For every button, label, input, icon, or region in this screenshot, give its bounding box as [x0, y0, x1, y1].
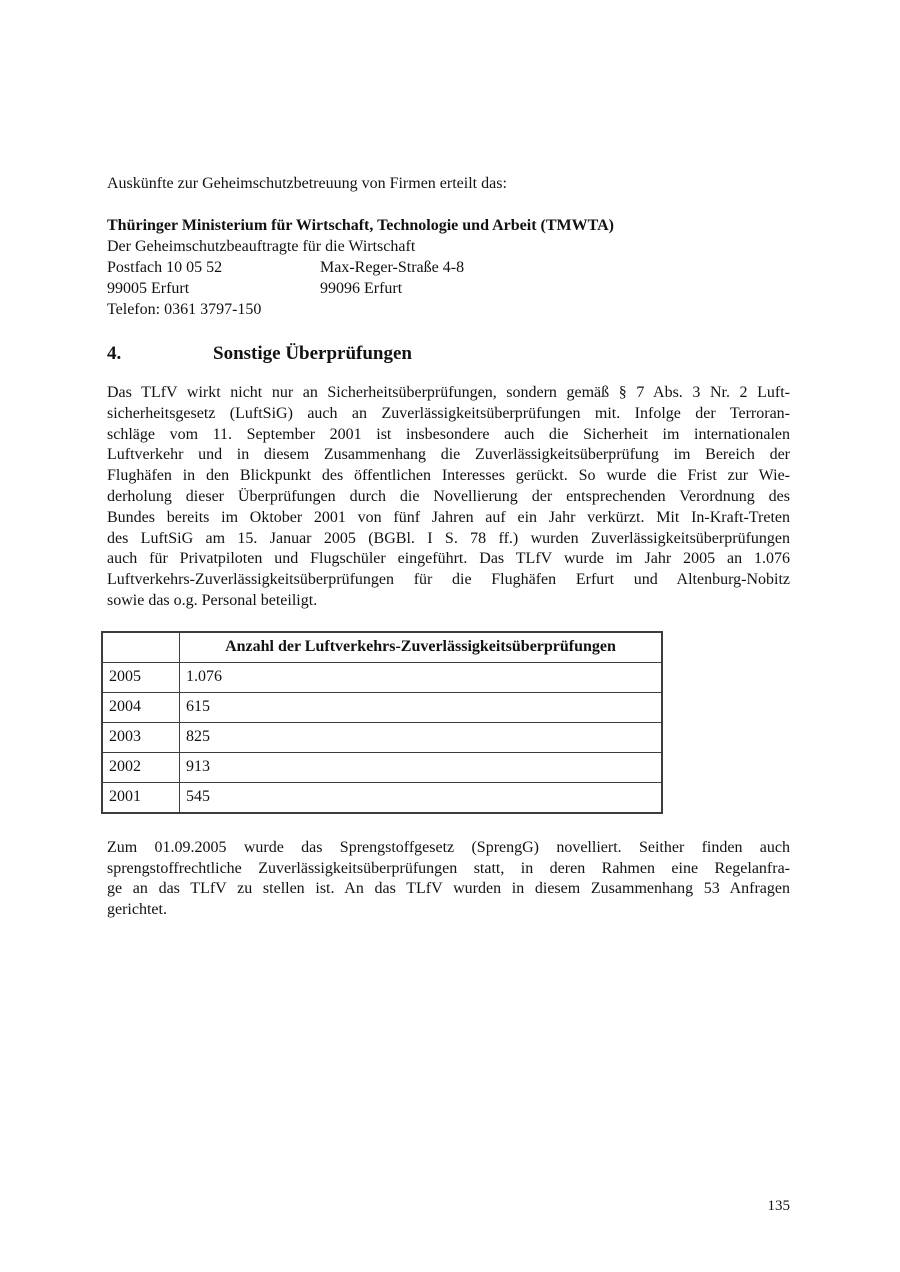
address-street: Max-Reger-Straße 4-8 [320, 259, 465, 276]
address-city-right: 99096 Erfurt [320, 280, 403, 297]
section-title: Sonstige Überprüfungen [213, 343, 412, 364]
page-number: 135 [767, 1198, 790, 1214]
text-line: auch für Privatpiloten und Flugschüler eingeführt. Das TLfV wurde im Jahr 2005 an 1.076 [107, 550, 790, 568]
text-line: gerichtet. [107, 901, 167, 919]
paragraph-sprengg [107, 838, 790, 921]
value-cell: 825 [180, 722, 663, 752]
text-line: Zum 01.09.2005 wurde das Sprengstoffgesetz (SprengG) novelliert. Seither finden auch [107, 838, 790, 856]
year-cell: 2003 [102, 722, 180, 752]
table-header-row [102, 632, 662, 663]
text-line: ge an das TLfV zu stellen ist. An das TLfV wurden in diesem Zusammenhang 53 Anfragen [107, 880, 790, 898]
table-row [102, 782, 662, 813]
section-heading [107, 342, 790, 366]
page-content [107, 173, 790, 921]
paragraph-luftsig [107, 383, 790, 612]
text-line: Luftverkehrs-Zuverlässigkeitsüberprüfungen für die Flughäfen Erfurt und Altenburg-Nobitz [107, 571, 790, 589]
text-line: schläge vom 11. September 2001 ist insbesondere auch die Sicherheit im internationalen [107, 425, 790, 443]
address-row-city [107, 278, 790, 299]
year-cell: 2002 [102, 752, 180, 782]
text-line: Flughäfen in den Blickpunkt des öffentlichen Interesses gerückt. So wurde die Frist zur Wie- [107, 467, 790, 485]
text-line: Bundes bereits im Oktober 2001 von fünf Jahren auf ein Jahr verkürzt. Mit In-Kraft-Treten [107, 508, 790, 526]
text-line: Luftverkehr und in diesem Zusammenhang die Zuverlässigkeitsüberprüfung im Bereich der [107, 446, 790, 464]
value-cell: 545 [180, 782, 663, 813]
year-cell: 2005 [102, 662, 180, 692]
table-header-empty-cell [102, 632, 180, 663]
table-header-title: Anzahl der Luftverkehrs-Zuverlässigkeitsüberprüfungen [180, 632, 663, 663]
year-cell: 2001 [102, 782, 180, 813]
statistics-table [101, 631, 663, 814]
text-line: sowie das o.g. Personal beteiligt. [107, 591, 318, 609]
contact-subtitle: Der Geheimschutzbeauftragte für die Wirtschaft [107, 238, 416, 255]
section-number: 4. [107, 343, 122, 364]
contact-block [107, 215, 790, 320]
table-row [102, 692, 662, 722]
intro-line: Auskünfte zur Geheimschutzbetreuung von Firmen erteilt das: [107, 175, 507, 192]
text-line: sicherheitsgesetz (LuftSiG) auch an Zuverlässigkeitsüberprüfungen mit. Infolge der Terroran- [107, 404, 790, 422]
text-line: Das TLfV wirkt nicht nur an Sicherheitsüberprüfungen, sondern gemäß § 7 Abs. 3 Nr. 2 Luft- [107, 384, 790, 401]
address-city-left: 99005 Erfurt [107, 280, 190, 297]
table-row [102, 752, 662, 782]
contact-title: Thüringer Ministerium für Wirtschaft, Technologie und Arbeit (TMWTA) [107, 217, 614, 234]
year-cell: 2004 [102, 692, 180, 722]
value-cell: 913 [180, 752, 663, 782]
address-postfach: Postfach 10 05 52 [107, 259, 223, 276]
table-row [102, 662, 662, 692]
text-line: sprengstoffrechtliche Zuverlässigkeitsüberprüfungen statt, in deren Rahmen eine Regelanfra- [107, 859, 790, 877]
address-row-street [107, 257, 790, 278]
value-cell: 1.076 [180, 662, 663, 692]
value-cell: 615 [180, 692, 663, 722]
table-row [102, 722, 662, 752]
text-line: des LuftSiG am 15. Januar 2005 (BGBl. I S. 78 ff.) wurden Zuverlässigkeitsüberprüfungen [107, 529, 790, 547]
text-line: derholung dieser Überprüfungen durch die Novellierung der entsprechenden Verordnung des [107, 487, 790, 505]
contact-phone: Telefon: 0361 3797-150 [107, 301, 262, 318]
